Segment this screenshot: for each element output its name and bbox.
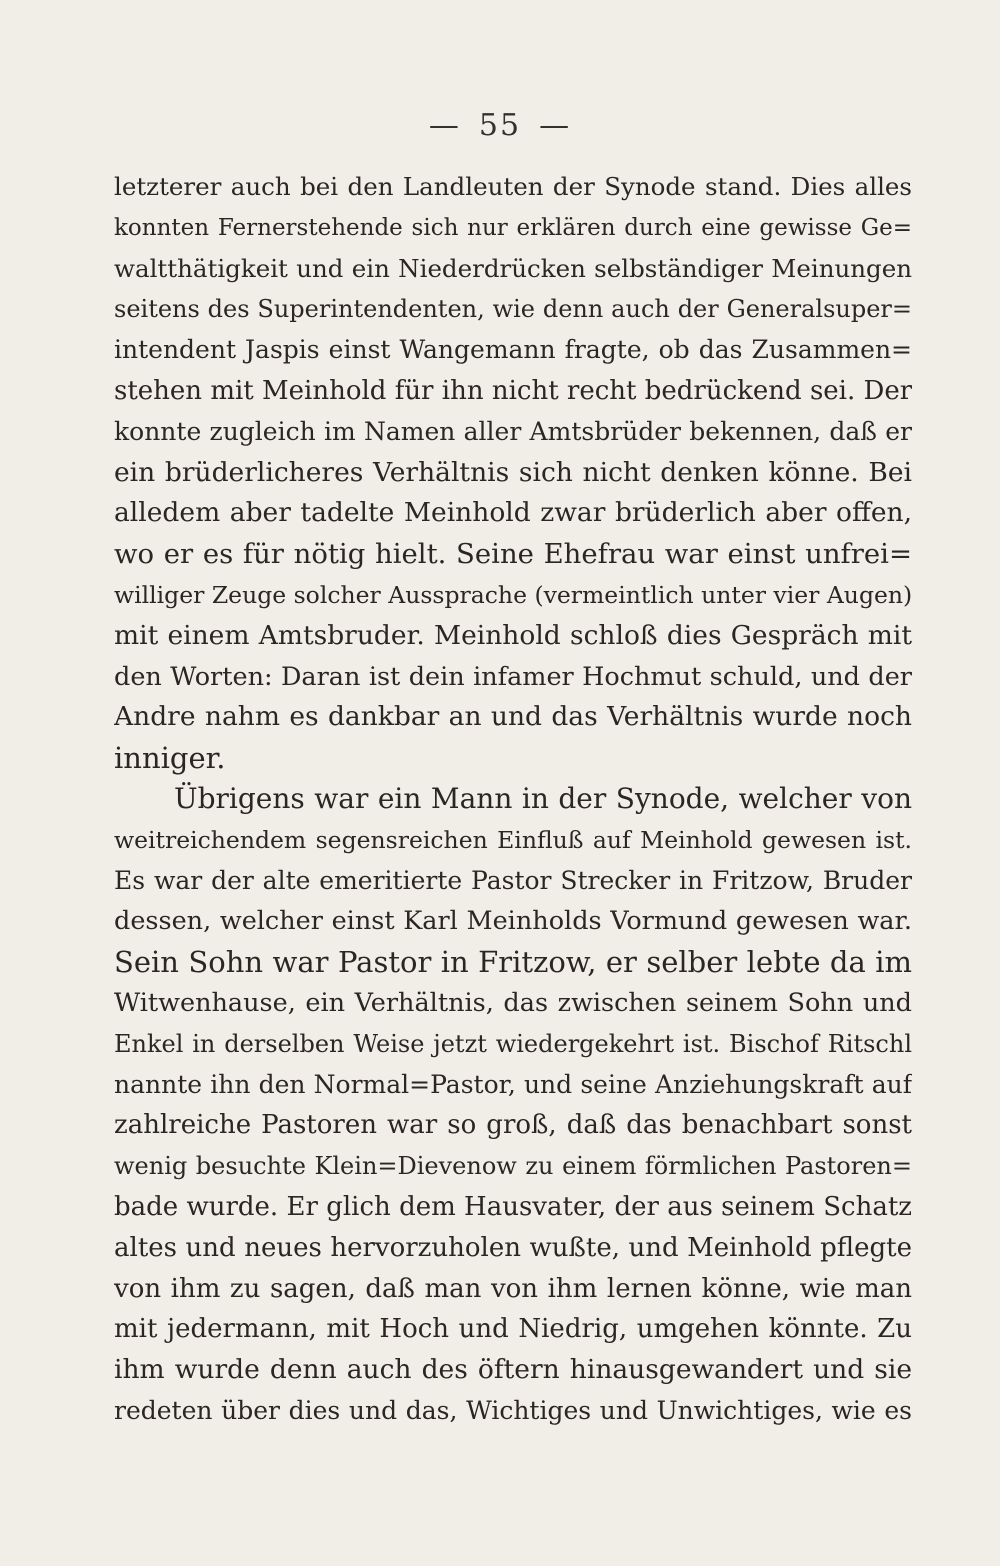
page-number: 55 [478, 108, 522, 143]
text-line: wenig besuchte Klein=Dievenow zu einem förmlichen Pastoren= [114, 1152, 912, 1181]
text-line: ein brüderlicheres Verhältnis sich nicht denken könne. Bei [114, 456, 912, 488]
text-line: mit jedermann, mit Hoch und Niedrig, umgehen könnte. Zu [114, 1314, 912, 1345]
body-text [114, 167, 912, 1432]
text-line: den Worten: Daran ist dein infamer Hochmut schuld, und der [114, 661, 912, 692]
header-dash-left: — [428, 108, 461, 143]
text-line: intendent Jaspis einst Wangemann fragte, ob das Zusammen= [114, 335, 912, 365]
header-dash-right: — [539, 108, 572, 143]
text-line: waltthätigkeit und ein Niederdrücken selbständiger Meinungen [114, 253, 912, 283]
text-line: zahlreiche Pastoren war so groß, daß das benachbart sonst [114, 1110, 912, 1141]
text-line: dessen, welcher einst Karl Meinholds Vormund gewesen war. [114, 906, 912, 937]
text-line: alledem aber tadelte Meinhold zwar brüderlich aber offen, [114, 497, 912, 529]
text-line: seitens des Superintendenten, wie denn auch der Generalsuper= [114, 295, 912, 324]
text-line: ihm wurde denn auch des öftern hinausgewandert und sie [114, 1354, 912, 1386]
text-line: weitreichendem segensreichen Einfluß auf Meinhold gewesen ist. [114, 825, 912, 854]
paragraph-end-line: inniger. [114, 741, 226, 776]
text-line: stehen mit Meinhold für ihn nicht recht bedrückend sei. Der [114, 375, 912, 406]
text-line: nannte ihn den Normal=Pastor, und seine Anziehungskraft auf [114, 1069, 912, 1099]
text-line: von ihm zu sagen, daß man von ihm lernen könne, wie man [114, 1273, 912, 1304]
text-line: redeten über dies und das, Wichtiges und Unwichtiges, wie es [114, 1395, 912, 1425]
text-line: altes und neues hervorzuholen wußte, und Meinhold pflegte [114, 1232, 912, 1263]
text-line: Es war der alte emeritierte Pastor Strecker in Fritzow, Bruder [114, 865, 912, 895]
text-line: Witwenhause, ein Verhältnis, das zwischen seinem Sohn und [114, 987, 912, 1018]
text-line: Sein Sohn war Pastor in Fritzow, er selber lebte da im [114, 945, 912, 980]
text-line: wo er es für nötig hielt. Seine Ehefrau war einst unfrei= [114, 538, 912, 571]
text-line: williger Zeuge solcher Aussprache (vermeintlich unter vier Augen) [114, 580, 912, 609]
text-line: konnten Fernerstehende sich nur erklären durch eine gewisse Ge= [114, 214, 912, 241]
paragraph-start-line: Übrigens war ein Mann in der Synode, welcher von [174, 781, 912, 815]
text-line: mit einem Amtsbruder. Meinhold schloß dies Gespräch mit [114, 619, 912, 651]
text-line: konnte zugleich im Namen aller Amtsbrüder bekennen, daß er [114, 416, 912, 446]
text-line: letzterer auch bei den Landleuten der Synode stand. Dies alles [114, 172, 912, 201]
text-line: Andre nahm es dankbar an und das Verhältnis wurde noch [114, 701, 912, 733]
page-header [0, 108, 1000, 143]
text-line: bade wurde. Er glich dem Hausvater, der aus seinem Schatz [114, 1191, 912, 1222]
text-line: Enkel in derselben Weise jetzt wiedergekehrt ist. Bischof Ritschl [114, 1029, 912, 1058]
